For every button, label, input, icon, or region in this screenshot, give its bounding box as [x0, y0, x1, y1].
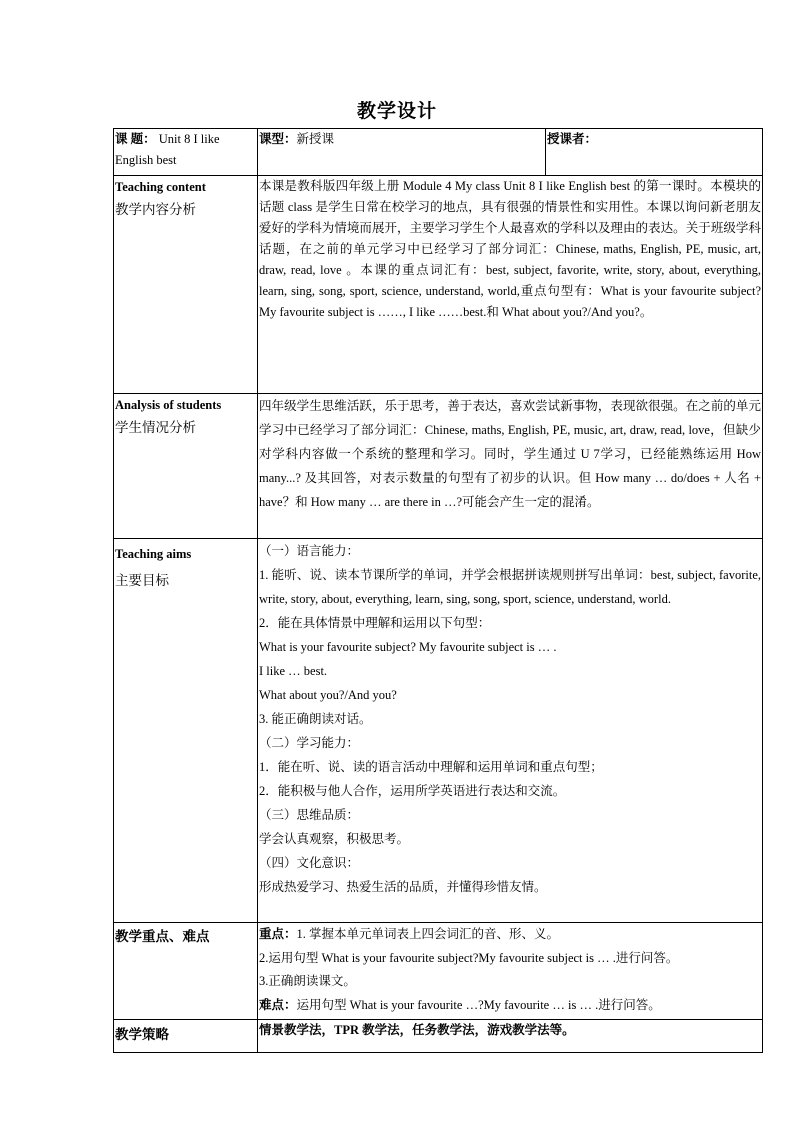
content-label-cn: 教学内容分析	[115, 202, 196, 217]
strategy-label: 教学策略	[115, 1027, 169, 1042]
topic-label: 课 题：	[115, 132, 156, 146]
students-label-cell	[114, 394, 258, 539]
strategy-label-cell	[114, 1020, 258, 1053]
lesson-plan-table	[113, 128, 763, 1053]
students-label-cn: 学生情况分析	[115, 420, 196, 435]
keypoints-text	[258, 923, 763, 1020]
content-label-cell	[114, 176, 258, 394]
students-row	[114, 394, 763, 539]
content-text: 本课是教科版四年级上册 Module 4 My class Unit 8 I like English best 的第一课时。本模块的话题 class 是学生日常在校学习的地点，具有很强的情景性和实用性。本课以询问新老朋友爱好的学科为情境而展开，主要学习学生个人最喜欢的学科以及理由的表达。关于班级学科话题，在之前的单元学习中已经学习了部分词汇：Chinese, maths, English, PE, music, art, draw, read, love 。本课的重点词汇有：best, subject, favorite, write, story, about, everything, learn, sing, song, sport, science, understand, world,重点句型有：What is your favourite subject?My favourite subject is ……, I like ……best.和 What about you?/And you?。	[258, 176, 763, 394]
aims-line: 2．能在具体情景中理解和运用以下句型：	[259, 616, 491, 630]
topic-cell	[114, 129, 258, 176]
key-line	[259, 923, 761, 947]
content-row	[114, 176, 763, 394]
aims-line: 形成热爱学习、热爱生活的品质，并懂得珍惜友情。	[259, 880, 547, 894]
aims-line: （一）语言能力：	[259, 544, 360, 558]
aims-text	[258, 539, 763, 923]
aims-line: （二）学习能力：	[259, 736, 360, 750]
key-item-3: 3.正确朗读课文。	[259, 974, 356, 988]
topic-value: Unit 8 I like English best	[115, 132, 220, 167]
aims-line: I like … best.	[259, 664, 328, 678]
type-value: 新授课	[296, 132, 335, 146]
strategy-text: 情景教学法，TPR 教学法，任务教学法，游戏教学法等。	[258, 1020, 763, 1053]
aims-line: 3. 能正确朗读对话。	[259, 712, 372, 726]
aims-line: 2．能积极与他人合作，运用所学英语进行表达和交流。	[259, 784, 566, 798]
type-label: 课型：	[259, 132, 297, 146]
aims-line: What about you?/And you?	[259, 688, 397, 702]
teacher-label: 授课者：	[547, 132, 598, 146]
keypoints-row	[114, 923, 763, 1020]
students-label-en: Analysis of students	[115, 398, 222, 412]
content-label-en: Teaching content	[115, 180, 206, 194]
key-item-1: 1. 掌握本单元单词表上四会词汇的音、形、义。	[296, 927, 560, 941]
strategy-row	[114, 1020, 763, 1053]
aims-line: 1. 能听、说、读本节课所学的单词，并学会根据拼读规则拼写出单词：best, subject, favorite, write, story, about, everything, learn, sing, song, sport, science, understand, world.	[259, 568, 761, 606]
aims-row	[114, 539, 763, 923]
aims-label-cn: 主要目标	[115, 573, 169, 588]
difficult-text: 运用句型 What is your favourite …?My favourite … is … .进行问答。	[296, 997, 661, 1012]
page-title: 教学设计	[356, 101, 437, 122]
difficult-line	[259, 994, 761, 1018]
header-row	[114, 129, 763, 176]
aims-line: （三）思维品质：	[259, 808, 360, 822]
teacher-cell	[546, 129, 763, 176]
students-text: 四年级学生思维活跃，乐于思考，善于表达，喜欢尝试新事物，表现欲很强。在之前的单元学习中已经学习了部分词汇：Chinese, maths, English, PE, music, art, draw, read, love，但缺少对学科内容做一个系统的整理和学习。同时，学生通过 U 7学习，已经能熟练运用 How many...? 及其回答，对表示数量的句型有了初步的认识。但 How many … do/does + 人名 + have？和 How many … are there in …?可能会产生一定的混淆。	[258, 394, 763, 539]
key-label: 重点：	[259, 927, 297, 941]
difficult-label: 难点：	[259, 997, 297, 1012]
keypoints-label-cell	[114, 923, 258, 1020]
type-cell	[258, 129, 546, 176]
aims-line: 学会认真观察，积极思考。	[259, 832, 410, 846]
aims-label-cell	[114, 539, 258, 923]
aims-line: （四）文化意识：	[259, 856, 360, 870]
keypoints-label: 教学重点、难点	[115, 929, 210, 944]
key-item-2: 2.运用句型 What is your favourite subject?My favourite subject is … .进行问答。	[259, 950, 679, 965]
aims-line: 1．能在听、说、读的语言活动中理解和运用单词和重点句型；	[259, 760, 603, 774]
aims-label-en: Teaching aims	[115, 547, 192, 561]
aims-line: What is your favourite subject? My favourite subject is … .	[259, 640, 557, 654]
